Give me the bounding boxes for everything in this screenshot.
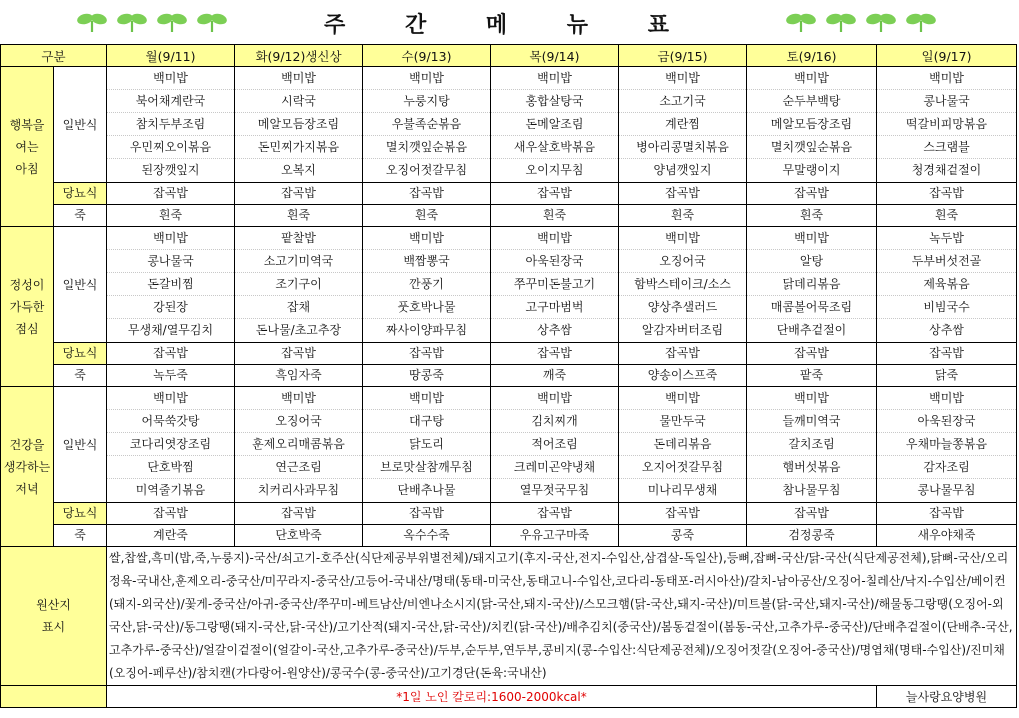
menu-cell — [235, 67, 363, 183]
diabetic-meal-row — [1, 503, 1017, 525]
menu-item: 백미밥 — [491, 67, 618, 90]
meal-time-label-line: 가득한 — [9, 299, 45, 314]
diabetic-menu-cell: 잡곡밥 — [235, 183, 363, 205]
menu-item: 감자조림 — [877, 456, 1016, 479]
menu-item: 돈갈비찜 — [107, 273, 234, 296]
diabetic-menu-cell: 잡곡밥 — [491, 343, 619, 365]
menu-item: 새우살호박볶음 — [491, 136, 618, 159]
menu-item: 콩나물국 — [877, 90, 1016, 113]
menu-cell — [619, 227, 747, 343]
porridge-menu-cell: 검정콩죽 — [747, 525, 877, 547]
porridge-menu-cell: 양송이스프죽 — [619, 365, 747, 387]
menu-item: 단배추나물 — [397, 483, 456, 497]
menu-cell — [747, 67, 877, 183]
menu-item: 아욱된장국 — [491, 250, 618, 273]
day-header: 화(9/12)생신상 — [235, 45, 363, 67]
porridge-menu-cell: 녹두죽 — [107, 365, 235, 387]
diabetic-menu-cell: 잡곡밥 — [619, 343, 747, 365]
porridge-menu-cell: 흰죽 — [235, 205, 363, 227]
menu-item: 함박스테이크/소스 — [619, 273, 746, 296]
porridge-menu-cell: 우유고구마죽 — [491, 525, 619, 547]
diabetic-menu-cell: 잡곡밥 — [877, 183, 1017, 205]
menu-item: 메알모듬장조림 — [747, 113, 876, 136]
origin-row — [1, 547, 1017, 686]
menu-item: 백미밥 — [363, 387, 490, 410]
menu-item: 된장깻잎지 — [141, 163, 200, 177]
sprout-icon — [825, 12, 857, 32]
menu-item: 홍합살탕국 — [491, 90, 618, 113]
menu-item: 멸치깻잎순볶음 — [747, 136, 876, 159]
menu-item: 양념깻잎지 — [653, 163, 712, 177]
menu-cell — [107, 387, 235, 503]
menu-item: 무생채/열무김치 — [127, 323, 214, 337]
meal-time-label — [1, 227, 54, 387]
day-header: 수(9/13) — [363, 45, 491, 67]
menu-cell — [491, 387, 619, 503]
diabetic-menu-cell: 잡곡밥 — [363, 503, 491, 525]
menu-cell — [363, 227, 491, 343]
meal-time-label-line: 여는 — [15, 139, 39, 154]
header-row — [1, 45, 1017, 67]
menu-item: 닭도리 — [363, 433, 490, 456]
porridge-menu-cell: 흰죽 — [747, 205, 877, 227]
porridge-menu-cell: 흰죽 — [363, 205, 491, 227]
menu-item: 백미밥 — [491, 387, 618, 410]
menu-cell — [363, 387, 491, 503]
general-meal-row — [1, 67, 1017, 183]
meal-time-label — [1, 387, 54, 547]
diabetic-menu-cell: 잡곡밥 — [107, 183, 235, 205]
menu-item: 짜사이양파무침 — [385, 323, 468, 337]
menu-cell — [877, 227, 1017, 343]
diabetic-meal-row — [1, 343, 1017, 365]
origin-text: 쌀,찹쌀,흑미(밥,죽,누룽지)-국산/쇠고기-호주산(식단제공부위별전체)/돼지고기(후지-국산,전지-수입산,삼겹살-독일산),등뼈,잡뼈-국산/닭-국산(식단제공전체),닭뼈-국산/오리정육-국내산,훈제오리-중국산/미꾸라지-중국산/고등어-국내산/명태(동태-미국산,동태고니-수입산,코다리-동태포-러시아산)/갈치-남아공산/오징어-칠레산/낙지-수입산/베이컨(돼지-외국산)/꽃게-중국산/아귀-중국산/쭈꾸미-베트남산/비엔나소시지(닭-국산,돼지-국산)/스모크햄(닭-국산,돼지-국산)/미트볼(닭-국산,돼지-국산)/해물동그랑땡(오징어-외국산,닭-국산)/동그랑땡(돼지-국산,닭-국산)/고기산적(돼지-국산,닭-국산)/치킨(닭-국산)/배추김치(중국산)/봄동겉절이(봄동-국산,고추가루-중국산)/단배추겉절이(단배추-국산,고추가루-중국산)/얼갈이겉절이(얼갈이-국산,고추가루-중국산)/두부,순두부,연두부,콩비지(콩-수입산:식단제공전체)/오징어젓갈(오징어-중국산)/명엽채(명태-수입산)/진미채(오징어-페루산)/참치캔(가다랑어-원양산)/콩국수(콩-중국산)/고기경단(돈육:국내산) — [107, 547, 1017, 686]
menu-item: 물만두국 — [619, 410, 746, 433]
diabetic-menu-cell: 잡곡밥 — [235, 343, 363, 365]
menu-cell — [107, 227, 235, 343]
menu-item: 조기구이 — [235, 273, 362, 296]
menu-item: 고구마범벅 — [491, 296, 618, 319]
hospital-name: 늘사랑요양병원 — [877, 686, 1017, 708]
category-header: 구분 — [1, 45, 107, 67]
general-meal-row — [1, 387, 1017, 503]
diabetic-diet-label: 당뇨식 — [54, 503, 107, 525]
menu-item: 강된장 — [107, 296, 234, 319]
menu-item: 백미밥 — [747, 67, 876, 90]
meal-time-label-line: 저녁 — [15, 481, 39, 496]
meal-time-label-line: 생각하는 — [3, 459, 51, 474]
menu-item: 돈데리볶음 — [619, 433, 746, 456]
menu-item: 아욱된장국 — [877, 410, 1016, 433]
menu-item: 미나리무생채 — [647, 483, 718, 497]
menu-item: 백미밥 — [235, 387, 362, 410]
meal-time-label-line: 점심 — [15, 321, 39, 336]
day-header: 월(9/11) — [107, 45, 235, 67]
menu-item: 백미밥 — [619, 227, 746, 250]
menu-cell — [747, 387, 877, 503]
menu-item: 닭데리볶음 — [747, 273, 876, 296]
menu-item: 누룽지탕 — [363, 90, 490, 113]
menu-item: 우불족순볶음 — [363, 113, 490, 136]
menu-item: 백미밥 — [877, 67, 1016, 90]
menu-cell — [619, 387, 747, 503]
menu-item: 잡채 — [235, 296, 362, 319]
menu-item: 오이지무침 — [525, 163, 584, 177]
diabetic-menu-cell: 잡곡밥 — [747, 503, 877, 525]
menu-item: 병아리콩멸치볶음 — [619, 136, 746, 159]
menu-cell — [619, 67, 747, 183]
menu-item: 풋호박나물 — [363, 296, 490, 319]
origin-label-line: 표시 — [41, 620, 66, 634]
menu-item: 백짬뽕국 — [363, 250, 490, 273]
porridge-menu-cell: 콩죽 — [619, 525, 747, 547]
menu-item: 훈제오리매콤볶음 — [235, 433, 362, 456]
menu-item: 백미밥 — [747, 227, 876, 250]
menu-item: 어묵쑥갓탕 — [107, 410, 234, 433]
menu-item: 콩나물무침 — [917, 483, 976, 497]
menu-item: 멸치깻잎순볶음 — [363, 136, 490, 159]
diabetic-menu-cell: 잡곡밥 — [747, 183, 877, 205]
menu-item: 콩나물국 — [107, 250, 234, 273]
menu-item: 열무젓국무침 — [519, 483, 590, 497]
menu-item: 코다리엿장조림 — [107, 433, 234, 456]
day-header: 일(9/17) — [877, 45, 1017, 67]
menu-item: 백미밥 — [877, 387, 1016, 410]
menu-item: 백미밥 — [619, 387, 746, 410]
menu-item: 오징어국 — [235, 410, 362, 433]
menu-cell — [877, 67, 1017, 183]
menu-item: 참나물무침 — [782, 483, 841, 497]
menu-item: 돈나물/초고추장 — [255, 323, 342, 337]
porridge-meal-row — [1, 365, 1017, 387]
menu-item: 스크램블 — [877, 136, 1016, 159]
general-diet-label: 일반식 — [54, 227, 107, 343]
menu-item: 매콤볼어묵조림 — [747, 296, 876, 319]
diabetic-meal-row — [1, 183, 1017, 205]
diabetic-menu-cell: 잡곡밥 — [877, 343, 1017, 365]
day-header: 토(9/16) — [747, 45, 877, 67]
general-meal-row — [1, 227, 1017, 343]
menu-item: 김치찌개 — [491, 410, 618, 433]
menu-item: 녹두밥 — [877, 227, 1016, 250]
menu-cell — [107, 67, 235, 183]
menu-item: 돈민찌가지볶음 — [235, 136, 362, 159]
day-header: 금(9/15) — [619, 45, 747, 67]
day-header: 목(9/14) — [491, 45, 619, 67]
footer-label-spacer — [1, 686, 107, 708]
menu-item: 상추쌈 — [537, 323, 572, 337]
menu-item: 백미밥 — [619, 67, 746, 90]
meal-time-label — [1, 67, 54, 227]
porridge-meal-row — [1, 205, 1017, 227]
diabetic-menu-cell: 잡곡밥 — [235, 503, 363, 525]
menu-item: 우민찌오이볶음 — [107, 136, 234, 159]
meal-time-label-line: 정성이 — [9, 277, 45, 292]
menu-item: 소고기미역국 — [235, 250, 362, 273]
menu-item: 알탕 — [747, 250, 876, 273]
menu-item: 백미밥 — [107, 67, 234, 90]
diabetic-menu-cell: 잡곡밥 — [363, 183, 491, 205]
menu-item: 연근조림 — [235, 456, 362, 479]
menu-item: 두부버섯전골 — [877, 250, 1016, 273]
diabetic-menu-cell: 잡곡밥 — [619, 183, 747, 205]
menu-item: 계란찜 — [619, 113, 746, 136]
menu-item: 브로맛살참깨무침 — [363, 456, 490, 479]
menu-cell — [235, 387, 363, 503]
menu-item: 백미밥 — [107, 227, 234, 250]
menu-item: 단호박찜 — [107, 456, 234, 479]
menu-item: 깐풍기 — [363, 273, 490, 296]
porridge-menu-cell: 흰죽 — [491, 205, 619, 227]
menu-cell — [491, 227, 619, 343]
menu-item: 적어조림 — [491, 433, 618, 456]
menu-item: 갈치조림 — [747, 433, 876, 456]
menu-item: 떡갈비피망볶음 — [877, 113, 1016, 136]
general-diet-label: 일반식 — [54, 387, 107, 503]
menu-item: 순두부백탕 — [747, 90, 876, 113]
meal-time-label-line: 행복을 — [9, 117, 45, 132]
menu-item: 메알모듬장조림 — [235, 113, 362, 136]
menu-cell — [491, 67, 619, 183]
porridge-menu-cell: 흰죽 — [107, 205, 235, 227]
diabetic-menu-cell: 잡곡밥 — [491, 183, 619, 205]
menu-item: 백미밥 — [235, 67, 362, 90]
diabetic-menu-cell: 잡곡밥 — [491, 503, 619, 525]
menu-item: 시락국 — [235, 90, 362, 113]
porridge-menu-cell: 새우야채죽 — [877, 525, 1017, 547]
menu-item: 알감자버터조림 — [641, 323, 724, 337]
diabetic-menu-cell: 잡곡밥 — [877, 503, 1017, 525]
sprout-icon — [785, 12, 817, 32]
meal-time-label-line: 건강을 — [9, 437, 45, 452]
menu-item: 오복지 — [281, 163, 316, 177]
diabetic-menu-cell: 잡곡밥 — [363, 343, 491, 365]
calorie-note: *1일 노인 칼로리:1600-2000kcal* — [107, 686, 877, 708]
porridge-diet-label: 죽 — [54, 525, 107, 547]
menu-item: 돈메알조림 — [491, 113, 618, 136]
menu-item: 오지어젓갈무침 — [619, 456, 746, 479]
footer-row — [1, 686, 1017, 708]
porridge-menu-cell: 흑임자죽 — [235, 365, 363, 387]
menu-item: 들깨미역국 — [747, 410, 876, 433]
porridge-menu-cell: 옥수수죽 — [363, 525, 491, 547]
menu-item: 상추쌈 — [929, 323, 964, 337]
origin-label-line: 원산지 — [36, 598, 71, 612]
porridge-menu-cell: 계란죽 — [107, 525, 235, 547]
menu-item: 햄버섯볶음 — [747, 456, 876, 479]
diabetic-diet-label: 당뇨식 — [54, 343, 107, 365]
diabetic-menu-cell: 잡곡밥 — [747, 343, 877, 365]
sprout-icon — [865, 12, 897, 32]
porridge-menu-cell: 팥죽 — [747, 365, 877, 387]
diabetic-menu-cell: 잡곡밥 — [107, 503, 235, 525]
menu-item: 오징어젓갈무침 — [385, 163, 468, 177]
porridge-diet-label: 죽 — [54, 365, 107, 387]
porridge-menu-cell: 닭죽 — [877, 365, 1017, 387]
menu-cell — [877, 387, 1017, 503]
porridge-menu-cell: 땅콩죽 — [363, 365, 491, 387]
porridge-meal-row — [1, 525, 1017, 547]
menu-item: 백미밥 — [363, 67, 490, 90]
menu-item: 치커리사과무침 — [257, 483, 340, 497]
menu-item: 팥찰밥 — [235, 227, 362, 250]
menu-item: 참치두부조림 — [107, 113, 234, 136]
sprout-icon — [905, 12, 937, 32]
porridge-diet-label: 죽 — [54, 205, 107, 227]
menu-item: 제육볶음 — [877, 273, 1016, 296]
general-diet-label: 일반식 — [54, 67, 107, 183]
menu-item: 대구탕 — [363, 410, 490, 433]
porridge-menu-cell: 깨죽 — [491, 365, 619, 387]
menu-item: 백미밥 — [747, 387, 876, 410]
menu-item: 백미밥 — [491, 227, 618, 250]
menu-cell — [363, 67, 491, 183]
title-bar — [0, 0, 1019, 44]
porridge-menu-cell: 흰죽 — [619, 205, 747, 227]
porridge-menu-cell: 단호박죽 — [235, 525, 363, 547]
menu-item: 미역줄기볶음 — [135, 483, 206, 497]
sprout-decoration-right — [785, 12, 937, 32]
menu-item: 쭈꾸미돈불고기 — [491, 273, 618, 296]
diabetic-menu-cell: 잡곡밥 — [107, 343, 235, 365]
menu-item: 단배추겉절이 — [776, 323, 847, 337]
menu-item: 비빔국수 — [877, 296, 1016, 319]
page-title: 주 간 메 뉴 표 — [324, 13, 695, 38]
menu-item: 크레미곤약냉채 — [491, 456, 618, 479]
menu-item: 백미밥 — [107, 387, 234, 410]
origin-label — [1, 547, 107, 686]
menu-item: 백미밥 — [363, 227, 490, 250]
diabetic-menu-cell: 잡곡밥 — [619, 503, 747, 525]
menu-item: 청경채겉절이 — [911, 163, 982, 177]
menu-item: 오징어국 — [619, 250, 746, 273]
menu-cell — [235, 227, 363, 343]
diabetic-diet-label: 당뇨식 — [54, 183, 107, 205]
porridge-menu-cell: 흰죽 — [877, 205, 1017, 227]
menu-item: 양상추샐러드 — [619, 296, 746, 319]
menu-item: 소고기국 — [619, 90, 746, 113]
weekly-menu-table — [0, 44, 1017, 708]
menu-item: 우채마늘쫑볶음 — [877, 433, 1016, 456]
menu-item: 무말랭이지 — [782, 163, 841, 177]
meal-time-label-line: 아침 — [15, 161, 39, 176]
menu-cell — [747, 227, 877, 343]
menu-item: 북어채계란국 — [107, 90, 234, 113]
